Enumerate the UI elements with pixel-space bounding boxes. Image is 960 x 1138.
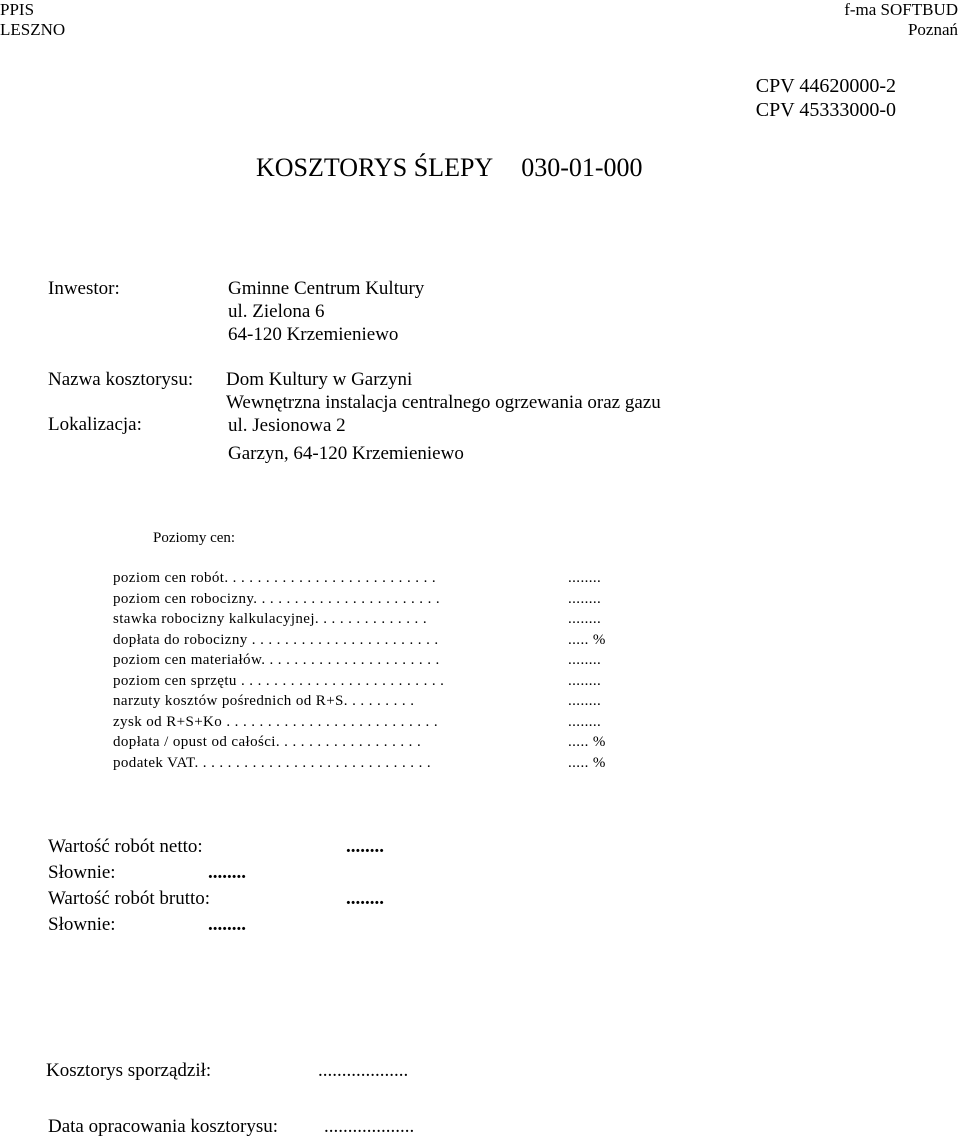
price-level-row bbox=[113, 671, 602, 692]
price-level-label: podatek VAT. . . . . . . . . . . . . . . . . . . . . . . . . . . . . bbox=[113, 754, 432, 771]
header-left bbox=[0, 0, 65, 40]
location-line: ul. Jesionowa 2 bbox=[228, 415, 346, 436]
price-level-label: poziom cen materiałów. . . . . . . . . . . . . . . . . . . . . . bbox=[113, 652, 440, 668]
price-level-row bbox=[113, 589, 602, 610]
price-levels-heading: Poziomy cen: bbox=[153, 530, 236, 546]
price-level-row bbox=[113, 691, 602, 712]
gross-words-row bbox=[48, 912, 548, 938]
price-level-row bbox=[113, 630, 606, 651]
price-level-label: dopłata / opust od całości. . . . . . . . . . . . . . . . . . bbox=[113, 734, 422, 750]
location-block bbox=[228, 414, 464, 465]
gross-value: ........ bbox=[346, 888, 384, 909]
price-level-value: ..... % bbox=[568, 754, 606, 771]
price-level-value: ........ bbox=[568, 590, 602, 607]
price-level-value: ........ bbox=[568, 693, 602, 709]
price-level-label: dopłata do robocizny . . . . . . . . . . . . . . . . . . . . . . . bbox=[113, 631, 439, 648]
date-label: Data opracowania kosztorysu: bbox=[48, 1116, 279, 1137]
gross-value-row bbox=[48, 886, 548, 912]
document-number: 030-01-000 bbox=[521, 153, 643, 182]
price-level-value: ........ bbox=[568, 672, 602, 689]
document-title-main: KOSZTORYS ŚLEPY bbox=[256, 153, 494, 182]
price-level-label: poziom cen robót. . . . . . . . . . . . . . . . . . . . . . . . . . bbox=[113, 570, 437, 586]
estimate-name-line: Wewnętrzna instalacja centralnego ogrzewania oraz gazu bbox=[226, 392, 661, 413]
price-level-label: zysk od R+S+Ko . . . . . . . . . . . . . . . . . . . . . . . . . . bbox=[113, 713, 438, 730]
investor-line: 64-120 Krzemieniewo bbox=[228, 324, 399, 345]
gross-words-value: ........ bbox=[208, 914, 246, 935]
location-label: Lokalizacja: bbox=[48, 414, 142, 435]
cpv-code: CPV 45333000-0 bbox=[755, 99, 896, 121]
price-level-row bbox=[113, 753, 606, 774]
price-level-value: ..... % bbox=[568, 734, 606, 750]
price-level-value: ..... % bbox=[568, 631, 606, 648]
investor-line: ul. Zielona 6 bbox=[228, 301, 325, 322]
prepared-by-value: ................... bbox=[318, 1060, 409, 1081]
price-level-row bbox=[113, 712, 602, 733]
price-level-row bbox=[113, 732, 606, 753]
estimate-name-label: Nazwa kosztorysu: bbox=[48, 369, 194, 390]
header-left-line2: LESZNO bbox=[0, 20, 66, 39]
location-line: Garzyn, 64-120 Krzemieniewo bbox=[228, 443, 464, 464]
gross-value-label: Wartość robót brutto: bbox=[48, 888, 211, 909]
date-value: ................... bbox=[324, 1116, 415, 1137]
estimate-name-line: Dom Kultury w Garzyni bbox=[226, 369, 413, 390]
header-right bbox=[844, 0, 958, 40]
investor-label: Inwestor: bbox=[48, 278, 120, 299]
price-level-row bbox=[113, 650, 602, 671]
header-left-line1: PPIS bbox=[0, 0, 35, 19]
price-level-value: ........ bbox=[568, 652, 602, 668]
price-levels-list bbox=[113, 568, 606, 773]
investor-line: Gminne Centrum Kultury bbox=[228, 278, 425, 299]
net-words-value: ........ bbox=[208, 862, 246, 883]
price-level-value: ........ bbox=[568, 713, 602, 730]
estimate-name-block bbox=[226, 368, 661, 414]
header-right-line2: Poznań bbox=[907, 20, 958, 39]
price-level-value: ........ bbox=[568, 570, 602, 586]
investor-block bbox=[228, 277, 424, 346]
price-level-label: stawka robocizny kalkulacyjnej. . . . . . . . . . . . . . bbox=[113, 611, 427, 627]
price-level-label: narzuty kosztów pośrednich od R+S. . . . . . . . . bbox=[113, 693, 415, 709]
net-words-label: Słownie: bbox=[48, 862, 116, 883]
net-value: ........ bbox=[346, 836, 384, 857]
net-value-row bbox=[48, 834, 548, 860]
summary-block bbox=[48, 834, 548, 938]
net-value-label: Wartość robót netto: bbox=[48, 836, 203, 857]
price-level-row bbox=[113, 609, 602, 630]
cpv-code: CPV 44620000-2 bbox=[755, 75, 896, 97]
document-title bbox=[256, 153, 643, 183]
price-level-row bbox=[113, 568, 602, 589]
cpv-codes bbox=[756, 74, 896, 122]
gross-words-label: Słownie: bbox=[48, 914, 116, 935]
price-level-value: ........ bbox=[568, 611, 602, 627]
price-level-label: poziom cen robocizny. . . . . . . . . . . . . . . . . . . . . . . bbox=[113, 590, 441, 607]
net-words-row bbox=[48, 860, 548, 886]
header-right-line1: f-ma SOFTBUD bbox=[844, 0, 958, 19]
prepared-by-label: Kosztorys sporządził: bbox=[46, 1060, 212, 1081]
price-level-label: poziom cen sprzętu . . . . . . . . . . . . . . . . . . . . . . . . . bbox=[113, 672, 445, 689]
